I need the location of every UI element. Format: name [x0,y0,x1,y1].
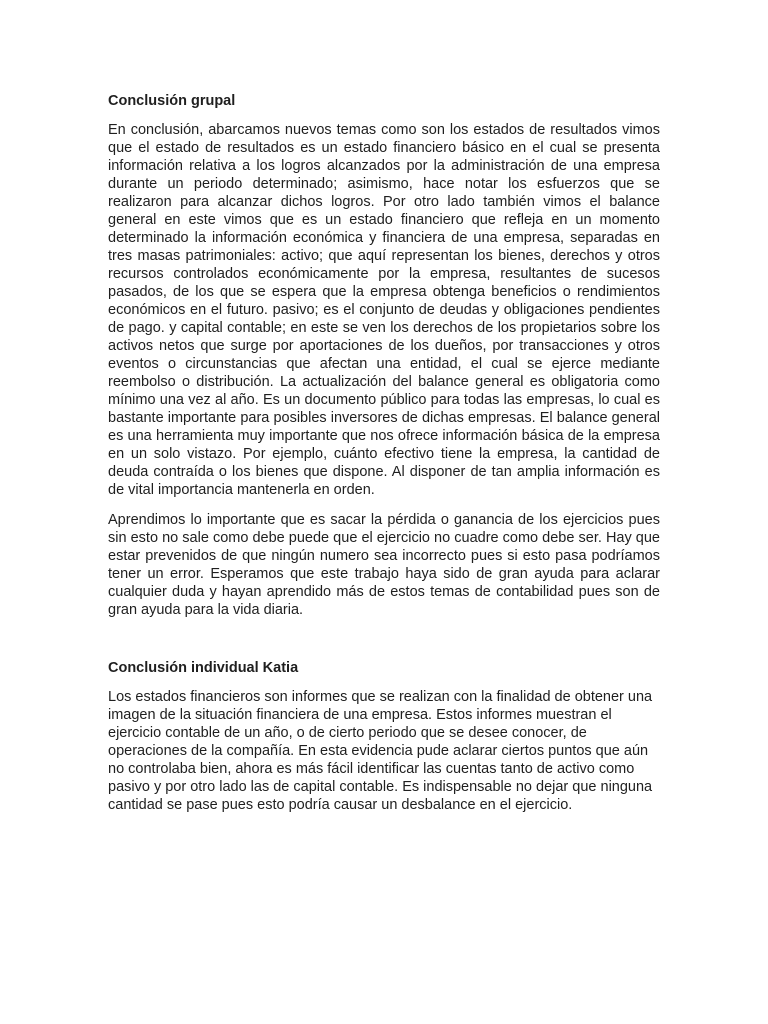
individual-conclusion-paragraph-1: Los estados financieros son informes que se realizan con la finalidad de obtener una imagen de la situación financiera de una empresa. Estos informes muestran el ejercicio contable de un año, o de cierto periodo que se desee conocer, de operaciones de la compañía. En esta evidencia pude aclarar ciertos puntos que aún no controlaba bien, ahora es más fácil identificar las cuentas tanto de activo como pasivo y por otro lado las de capital contable. Es indispensable no dejar que ninguna cantidad se pase pues esto podría causar un desbalance en el ejercicio. [108,689,653,813]
document-content [108,92,660,826]
individual-conclusion-heading: Conclusión individual Katia [108,660,299,676]
group-conclusion-heading: Conclusión grupal [108,93,236,109]
group-conclusion-paragraph-2: Aprendimos lo importante que es sacar la pérdida o ganancia de los ejercicios pues sin esto no sale como debe puede que el ejercicio no cuadre como debe ser. Hay que estar prevenidos de que ningún numero sea incorrecto pues si esto pasa podríamos tener un error. Esperamos que este trabajo haya sido de gran ayuda para aclarar cualquier duda y hayan aprendido más de estos temas de contabilidad pues son de gran ayuda para la vida diaria. [108,512,660,618]
group-conclusion-paragraph-1: En conclusión, abarcamos nuevos temas como son los estados de resultados vimos que el estado de resultados es un estado financiero básico en el cual se presenta información relativa a los logros alcanzados por la administración de una empresa durante un periodo determinado; asimismo, hace notar los esfuerzos que se realizaron para alcanzar dichos logros. Por otro lado también vimos el balance general en este vimos que es un estado financiero que refleja en un momento determinado la información económica y financiera de una empresa, separadas en tres masas patrimoniales: activo; que aquí representan los bienes, derechos y otros recursos controlados económicamente por la empresa, resultantes de sucesos pasados, de los que se espera que la empresa obtenga beneficios o rendimientos económicos en el futuro. pasivo; es el conjunto de deudas y obligaciones pendientes de pago. y capital contable; en este se ven los derechos de los propietarios sobre los activos netos que surge por aportaciones de los dueños, por transacciones y otros eventos o circunstancias que afectan una entidad, el cual se ejerce mediante reembolso o distribución. La actualización del balance general es obligatoria como mínimo una vez al año. Es un documento público para todas las empresas, lo cual es bastante importante para posibles inversores de dichas empresas. El balance general es una herramienta muy importante que nos ofrece información básica de la empresa en un solo vistazo. Por ejemplo, cuánto efectivo tiene la empresa, la cantidad de deuda contraída o los bienes que dispone. Al disponer de tan amplia información es de vital importancia mantenerla en orden. [108,122,660,498]
section-spacer [108,631,660,659]
